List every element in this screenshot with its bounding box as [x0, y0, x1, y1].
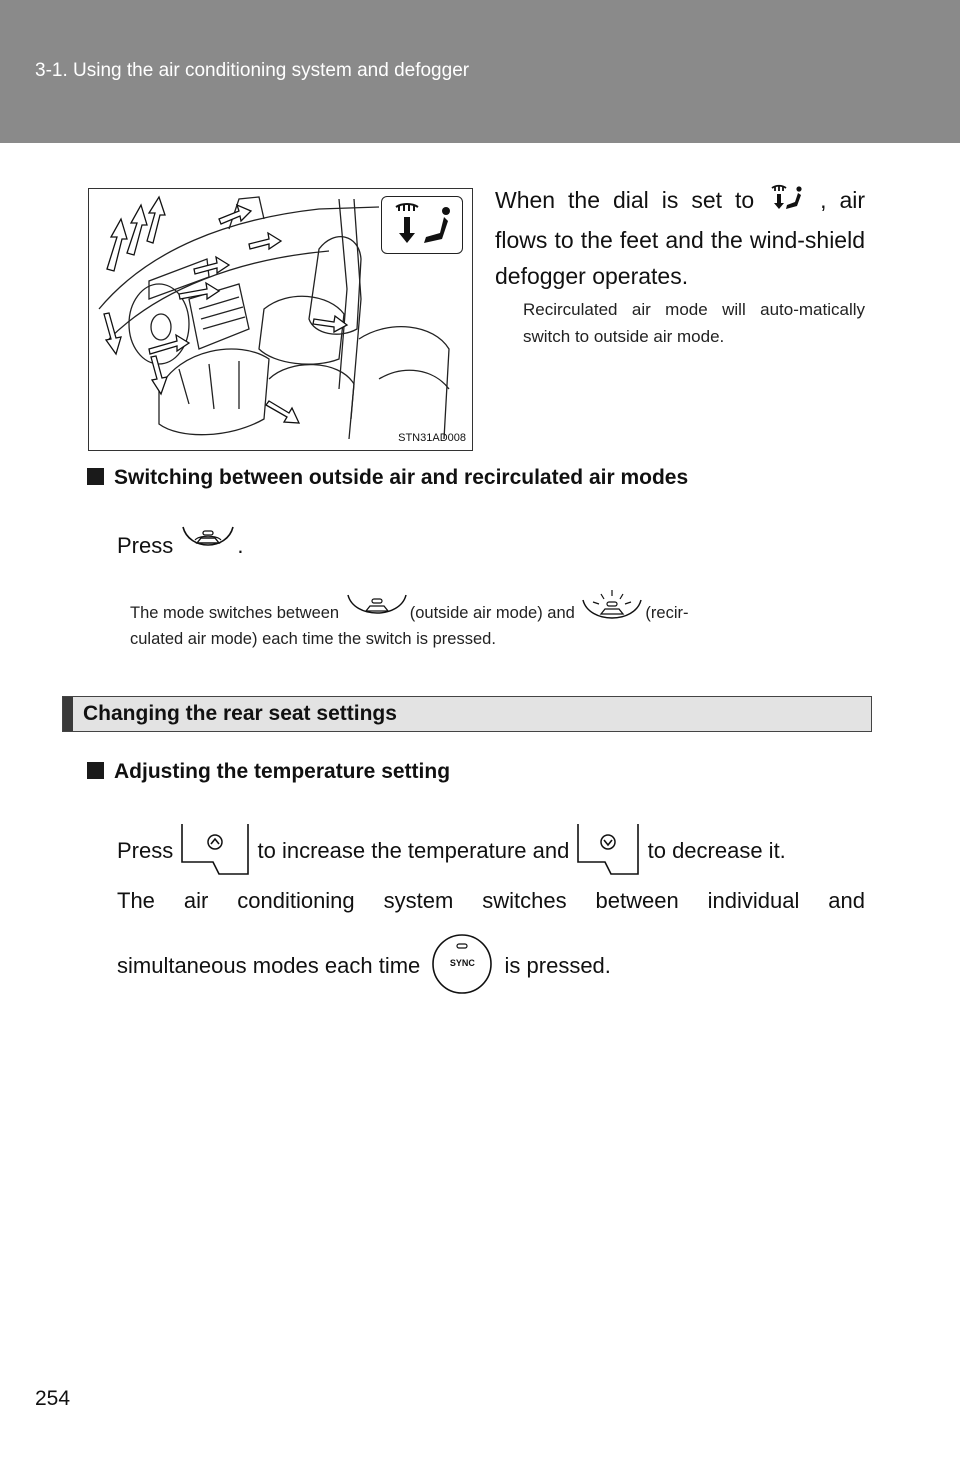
sync-part1: simultaneous modes each time: [117, 952, 421, 978]
page-header: [0, 0, 960, 143]
outside-air-mode-icon: [344, 593, 410, 634]
desc-part3: (recir-: [645, 603, 689, 622]
page-number: 254: [35, 1387, 71, 1410]
desc-part2: (outside air mode) and: [409, 603, 575, 622]
bullet-square-icon: [87, 762, 104, 779]
switching-desc-line2: culated air mode) each time the switch is pressed.: [130, 630, 496, 648]
figure-code: STN31AD008: [398, 432, 466, 444]
sync-button-icon: [426, 932, 498, 1002]
temperature-heading-text: Adjusting the temperature setting: [114, 760, 451, 783]
feet-windshield-dial-icon: [767, 182, 807, 222]
press-label-temp: Press: [117, 837, 174, 863]
section-title: Changing the rear seat settings: [83, 702, 397, 725]
intro-text-part1: When the dial is set to: [495, 187, 755, 214]
sync-line2: [117, 932, 611, 1002]
switching-heading-text: Switching between outside air and recirculated air modes: [114, 466, 689, 489]
intro-paragraph: [495, 182, 865, 294]
sync-part2: is pressed.: [504, 952, 611, 978]
feet-and-windshield-mode-icon: [381, 196, 463, 254]
temp-end-text: to decrease it.: [647, 837, 786, 863]
sync-button-text: SYNC: [449, 958, 475, 968]
section-title-bar: [62, 696, 872, 732]
section-accent: [63, 697, 73, 731]
temperature-heading: [87, 760, 450, 784]
press-label: Press: [117, 532, 174, 558]
header-title: 3-1. Using the air conditioning system and defogger: [35, 60, 470, 81]
sync-line1: The air conditioning system switches between individual and: [117, 888, 865, 913]
vehicle-interior-illustration: [88, 188, 473, 451]
switching-heading: [87, 466, 688, 490]
temperature-up-button-icon: [179, 822, 251, 882]
outside-air-button-icon: [179, 525, 237, 569]
switching-press-line: [117, 525, 244, 569]
temp-mid-text: to increase the temperature and: [257, 837, 570, 863]
temperature-down-button-icon: [575, 822, 641, 882]
intro-text-part2: , air flows to the feet and the wind-shield defogger operates.: [495, 187, 866, 289]
bullet-square-icon: [87, 468, 104, 485]
intro-note: Recirculated air mode will auto-matically switch to outside air mode.: [523, 300, 865, 346]
press-suffix: .: [237, 532, 244, 558]
desc-part1: The mode switches between: [130, 603, 340, 622]
temperature-press-line: [117, 822, 786, 882]
recirculated-air-mode-icon: [579, 588, 645, 639]
